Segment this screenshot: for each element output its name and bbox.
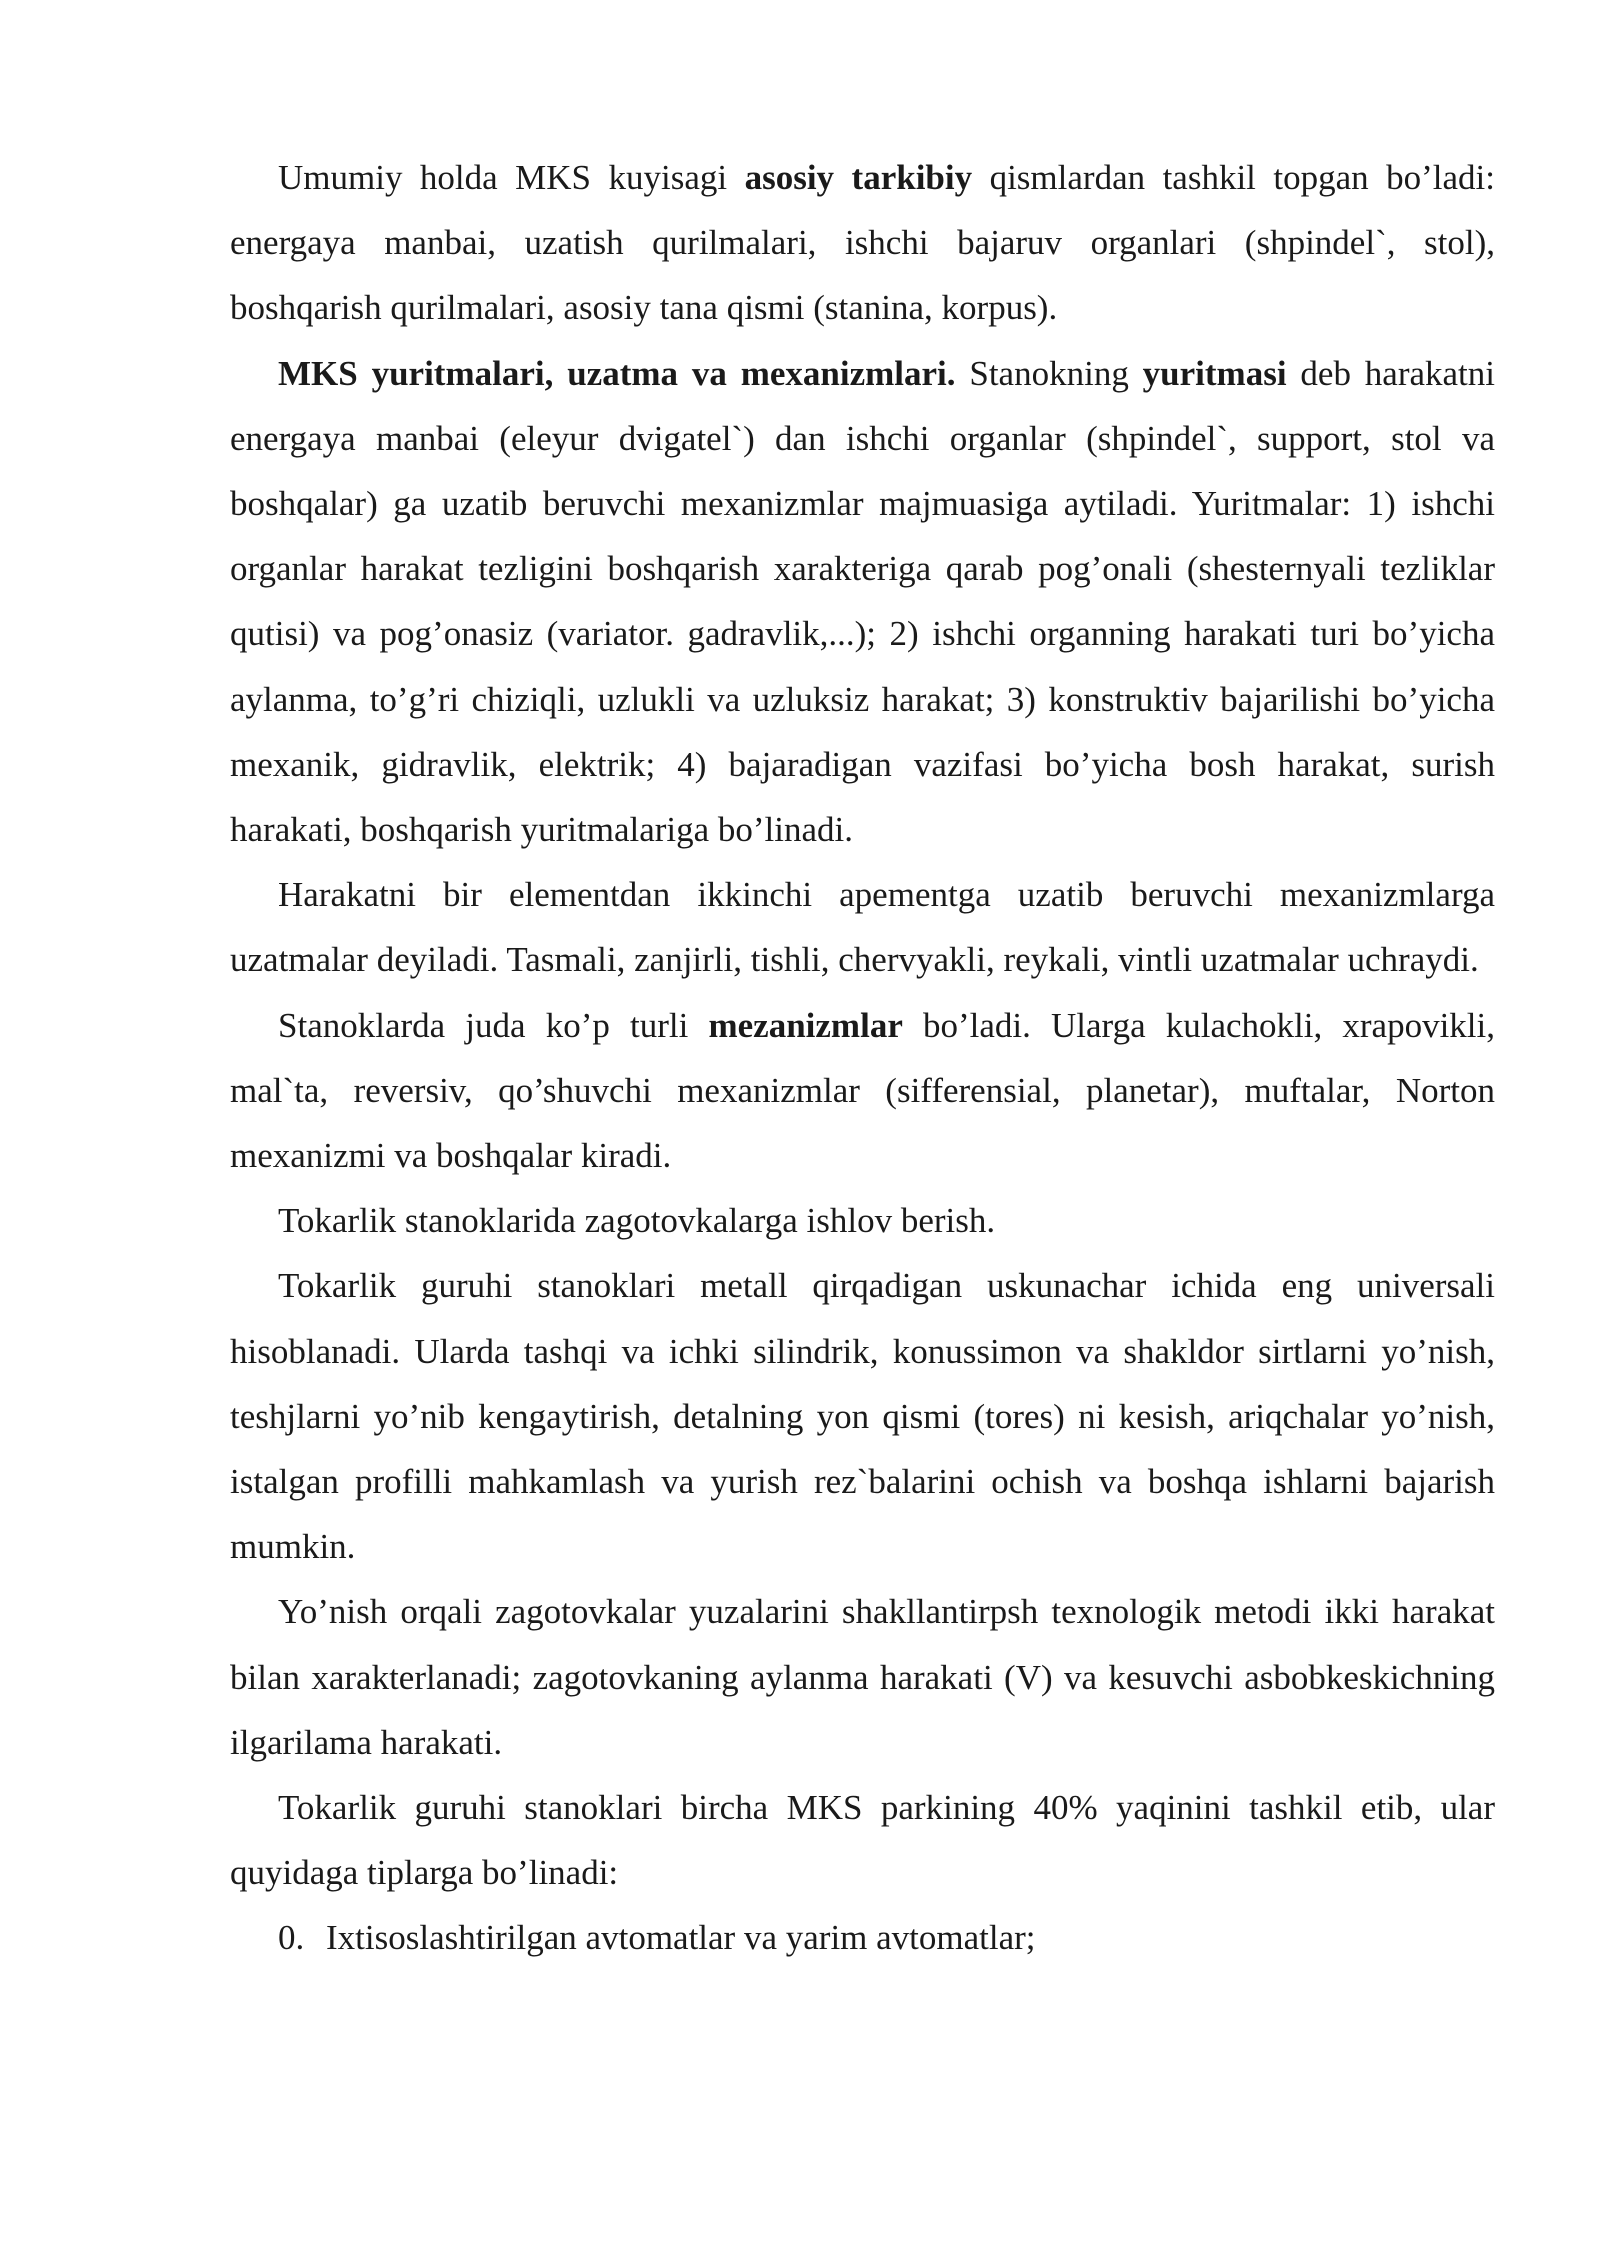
list-item-number: 0.: [278, 1918, 305, 1958]
paragraph: [230, 145, 1495, 341]
paragraph: [230, 1188, 1495, 1253]
text-run: Tokarlik stanoklarida zagotovkalarga ishlov berish.: [278, 1201, 996, 1241]
bold-text: MKS yuritmalari, uzatma va mexanizmlari.: [278, 353, 956, 393]
paragraph: [230, 1775, 1495, 1905]
paragraph: [230, 341, 1495, 863]
text-run: qismlardan tashkil topgan bo’ladi: energaya manbai, uzatish qurilmalari, ishchi bajaruv organlari (shpindel`, stol), boshqarish qurilmalari, asosiy tana qismi (stanina, korpus).: [230, 158, 1495, 328]
text-run: Stanoklarda juda ko’p turli: [278, 1005, 709, 1045]
text-run: Yo’nish orqali zagotovkalar yuzalarini shakllantirpsh texnologik metodi ikki harakat bilan xarakterlanadi; zagotovkaning aylanma harakati (V) va kesuvchi asbobkeskichning ilgarilama harakati.: [230, 1592, 1495, 1762]
paragraph: [230, 1253, 1495, 1579]
text-run: deb harakatni energaya manbai (eleyur dvigatel`) dan ishchi organlar (shpindel`, support, stol va boshqalar) ga uzatib beruvchi mexanizmlar majmuasiga aytiladi. Yuritmalar: 1) ishchi organlar harakat tezligini boshqarish xarakteriga qarab pog’onali (shesternyali tezliklar qutisi) va pog’onasiz (variator. gadravlik,...); 2) ishchi organning harakati turi bo’yicha aylanma, to’g’ri chiziqli, uzlukli va uzluksiz harakat; 3) konstruktiv bajarilishi bo’yicha mexanik, gidravlik, elektrik; 4) bajaradigan vazifasi bo’yicha bosh harakat, surish harakati, boshqarish yuritmalariga bo’linadi.: [230, 353, 1496, 850]
document-body: [230, 145, 1495, 1905]
paragraph: [230, 993, 1495, 1189]
text-run: Tokarlik guruhi stanoklari bircha MKS parkining 40% yaqinini tashkil etib, ular quyidaga tiplarga bo’linadi:: [230, 1788, 1495, 1893]
bold-text: yuritmasi: [1142, 353, 1287, 393]
text-run: Umumiy holda MKS kuyisagi: [278, 158, 745, 197]
text-run: bo’ladi. Ularga kulachokli, xrapovikli, mal`ta, reversiv, qo’shuvchi mexanizmlar (sifferensial, planetar), muftalar, Norton mexanizmi va boshqalar kiradi.: [230, 1005, 1495, 1176]
list-item-text: Ixtisoslashtirilgan avtomatlar va yarim avtomatlar;: [326, 1918, 1036, 1958]
bold-text: mezanizmlar: [708, 1005, 903, 1045]
bold-text: asosiy tarkibiy: [744, 158, 973, 197]
list-item: [230, 1905, 1495, 1970]
text-run: Tokarlik guruhi stanoklari metall qirqadigan uskunachar ichida eng universali hisoblanadi. Ularda tashqi va ichki silindrik, konussimon va shakldor sirtlarni yo’nish, teshjlarni yo’nib kengaytirish, detalning yon qismi (tores) ni kesish, ariqchalar yo’nish, istalgan profilli mahkamlash va yurish rez`balarini ochish va boshqa ishlarni bajarish mumkin.: [230, 1266, 1495, 1567]
paragraph: [230, 1579, 1495, 1775]
paragraph: [230, 862, 1495, 992]
document-list: [230, 1905, 1495, 1970]
document-page: [230, 145, 1495, 1971]
text-run: Stanokning: [955, 353, 1143, 393]
text-run: Harakatni bir elementdan ikkinchi apementga uzatib beruvchi mexanizmlarga uzatmalar deyiladi. Tasmali, zanjirli, tishli, chervyakli, reykali, vintli uzatmalar uchraydi.: [230, 875, 1495, 980]
